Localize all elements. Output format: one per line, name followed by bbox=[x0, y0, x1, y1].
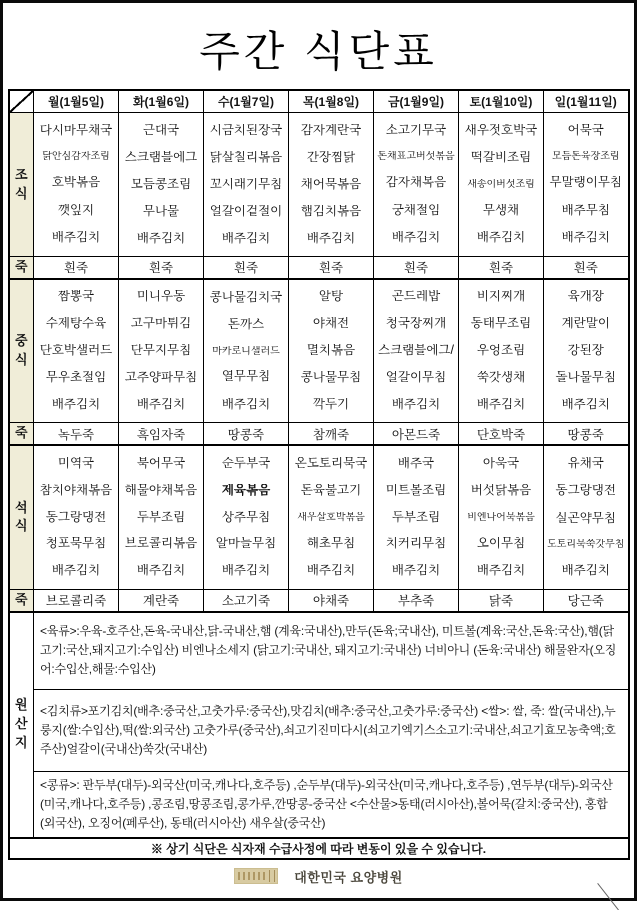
porridge-wed: 소고기죽 bbox=[204, 589, 289, 611]
menu-item: 열무무침 bbox=[221, 370, 271, 384]
porridge-mon: 흰죽 bbox=[34, 257, 119, 279]
porridge-tue: 흰죽 bbox=[119, 257, 204, 279]
page-title: 주간 식단표 bbox=[199, 28, 438, 75]
menu-item: 두부조림 bbox=[136, 510, 186, 524]
porridge-sun: 땅콩죽 bbox=[544, 423, 629, 445]
menu-item: 궁채절임 bbox=[391, 203, 441, 217]
lunch-thu bbox=[289, 279, 374, 423]
menu-item: 청포묵무침 bbox=[45, 537, 107, 551]
dinner-thu bbox=[289, 445, 374, 589]
menu-item: 깍두기 bbox=[312, 397, 350, 411]
menu-item: 단호박샐러드 bbox=[39, 344, 113, 358]
menu-item: 스크램블에그 bbox=[124, 150, 198, 164]
menu-item: 모듬콩조림 bbox=[130, 177, 192, 191]
menu-item: 미니우동 bbox=[136, 290, 186, 304]
menu-item: 깻잎지 bbox=[57, 203, 95, 217]
row-label-porridge: 죽 bbox=[9, 589, 34, 611]
hospital-name: 대한민국 요양병원 bbox=[294, 869, 403, 885]
menu-item: 무나물 bbox=[142, 204, 180, 218]
menu-item: 미트볼조림 bbox=[385, 483, 447, 497]
porridge-sat: 단호박죽 bbox=[459, 423, 544, 445]
dinner-sun bbox=[544, 445, 629, 589]
menu-item: 스크램블에그/ bbox=[378, 344, 454, 358]
menu-item: 북어무국 bbox=[136, 456, 186, 470]
menu-item: 알마늘무침 bbox=[215, 537, 277, 551]
corner-diagonal-cell bbox=[9, 90, 34, 113]
menu-item: 계란말이 bbox=[561, 317, 610, 331]
menu-item: 배추김치 bbox=[476, 397, 526, 411]
menu-item: 돌나물무침 bbox=[555, 371, 616, 385]
porridge-sun: 당근죽 bbox=[544, 589, 629, 611]
menu-item: 해물야채복음 bbox=[124, 483, 198, 497]
day-header-fri: 금(1월9일) bbox=[374, 90, 459, 113]
porridge-tue: 계란죽 bbox=[119, 589, 204, 611]
menu-item: 해초무침 bbox=[306, 536, 356, 550]
menu-item: 배추김치 bbox=[391, 564, 441, 578]
menu-item: 무우초절임 bbox=[45, 371, 107, 385]
menu-item: 수제탕수육 bbox=[45, 317, 107, 331]
menu-item: 배추김치 bbox=[221, 564, 271, 578]
menu-item: 배추김치 bbox=[221, 231, 271, 245]
menu-item: 배추김치 bbox=[221, 397, 271, 411]
menu-item: 온도토리묵국 bbox=[294, 457, 368, 471]
menu-item: 단무지무침 bbox=[130, 344, 192, 358]
menu-item: 도토리묵쑥갓무침 bbox=[547, 539, 625, 551]
menu-item: 배추김치 bbox=[476, 231, 526, 245]
menu-item: 근대국 bbox=[142, 123, 180, 137]
menu-item: 어묵국 bbox=[567, 123, 604, 137]
menu-item: 돈육불고기 bbox=[300, 484, 362, 498]
day-header-thu: 목(1월8일) bbox=[289, 90, 374, 113]
origin-row-beans bbox=[9, 772, 629, 838]
weekly-menu-table bbox=[8, 89, 630, 860]
porridge-thu: 야채죽 bbox=[289, 589, 374, 611]
row-label-porridge: 죽 bbox=[9, 257, 34, 279]
menu-item: 감자계란국 bbox=[300, 123, 362, 137]
menu-item: 강된장 bbox=[567, 344, 604, 358]
note-row bbox=[9, 838, 629, 859]
porridge-thu: 흰죽 bbox=[289, 257, 374, 279]
porridge-row-dinner bbox=[9, 589, 629, 611]
menu-item: 채어묵볶음 bbox=[300, 177, 362, 191]
origin-row-meat bbox=[9, 612, 629, 690]
menu-item: 배추김치 bbox=[391, 231, 441, 245]
porridge-row-breakfast bbox=[9, 257, 629, 279]
porridge-fri: 아몬드죽 bbox=[374, 423, 459, 445]
menu-item: 배추김치 bbox=[136, 397, 186, 411]
menu-item: 새우젓호박국 bbox=[464, 123, 538, 137]
day-header-tue: 화(1월6일) bbox=[119, 90, 204, 113]
porridge-row-lunch bbox=[9, 423, 629, 445]
menu-item: 새송이버섯조림 bbox=[467, 178, 535, 190]
menu-item: 배추김치 bbox=[561, 231, 610, 245]
menu-item: 브로콜리볶음 bbox=[124, 537, 198, 551]
lunch-sun bbox=[544, 279, 629, 423]
dinner-sat bbox=[459, 445, 544, 589]
menu-item: 미역국 bbox=[57, 456, 95, 470]
origin-meat-text: <육류>:우육-호주산,돈육-국내산,닭-국내산,햄 (계육:국내산),만두(돈육;국내산), 미트볼(계육:국산,돈육:국산),햄(닭고기:국산,돼지고기:수입산) 비엔나소세지 (닭고기:국내산, 돼지고기:국내산) 너비아니 (돈육:국내산) 해물완자(오징어:수입산,해물:수입산) bbox=[34, 612, 629, 690]
menu-item: 육개장 bbox=[567, 290, 604, 304]
dinner-tue bbox=[119, 445, 204, 589]
breakfast-mon bbox=[34, 113, 119, 257]
menu-item: 순두부국 bbox=[221, 456, 271, 470]
menu-item: 동그랑댕전 bbox=[45, 510, 107, 524]
breakfast-row bbox=[9, 113, 629, 257]
lunch-sat bbox=[459, 279, 544, 423]
menu-item: 배추김치 bbox=[391, 397, 441, 411]
porridge-sat: 닭죽 bbox=[459, 589, 544, 611]
menu-item: 동태무조림 bbox=[470, 317, 532, 331]
menu-item: 고구마튀김 bbox=[130, 317, 192, 331]
breakfast-sun bbox=[544, 113, 629, 257]
menu-item: 다시마무채국 bbox=[39, 123, 113, 137]
menu-item: 배추김치 bbox=[136, 231, 186, 245]
porridge-mon: 브로콜리죽 bbox=[34, 589, 119, 611]
menu-item: 닭안심감자조림 bbox=[42, 151, 110, 163]
menu-item: 두부조림 bbox=[391, 510, 441, 524]
menu-item: 동그랑댕전 bbox=[555, 484, 616, 498]
menu-item: 배추김치 bbox=[306, 564, 356, 578]
breakfast-wed bbox=[204, 113, 289, 257]
menu-item: 닭살칠리볶음 bbox=[209, 150, 283, 164]
menu-item: 청국장찌개 bbox=[385, 317, 447, 331]
menu-item: 곤드레밥 bbox=[391, 290, 441, 304]
menu-item: 얼갈이겉절이 bbox=[209, 204, 283, 218]
porridge-wed: 땅콩죽 bbox=[204, 423, 289, 445]
dinner-row bbox=[9, 445, 629, 589]
porridge-tue: 흑임자죽 bbox=[119, 423, 204, 445]
menu-item: 제육볶음 bbox=[221, 483, 271, 497]
menu-item: 얼갈이무침 bbox=[385, 371, 447, 385]
porridge-mon: 녹두죽 bbox=[34, 423, 119, 445]
menu-item: 알탕 bbox=[318, 290, 344, 304]
dinner-wed bbox=[204, 445, 289, 589]
row-label-breakfast: 조식 bbox=[9, 113, 34, 257]
menu-item: 돈까스 bbox=[227, 318, 265, 332]
menu-item: 참치야채볶음 bbox=[39, 483, 113, 497]
menu-item: 비엔나어묵볶음 bbox=[467, 511, 535, 523]
hospital-logo bbox=[234, 868, 278, 884]
day-header-wed: 수(1월7일) bbox=[204, 90, 289, 113]
breakfast-sat bbox=[459, 113, 544, 257]
menu-item: 배추무침 bbox=[561, 203, 610, 217]
menu-item: 실곤약무침 bbox=[555, 511, 616, 525]
menu-item: 모듬돈육장조림 bbox=[551, 151, 620, 163]
lunch-mon bbox=[34, 279, 119, 423]
menu-change-note: ※ 상기 식단은 식자재 수급사정에 따라 변동이 있을 수 있습니다. bbox=[9, 838, 629, 859]
row-label-porridge: 죽 bbox=[9, 423, 34, 445]
menu-item: 배추김치 bbox=[476, 564, 526, 578]
row-label-dinner: 석식 bbox=[9, 445, 34, 589]
menu-item: 비지찌개 bbox=[476, 290, 526, 304]
origin-row-kimchi bbox=[9, 690, 629, 772]
menu-item: 야채전 bbox=[312, 317, 350, 331]
dinner-mon bbox=[34, 445, 119, 589]
row-label-lunch: 중식 bbox=[9, 279, 34, 423]
menu-item: 치커리무침 bbox=[385, 537, 447, 551]
porridge-wed: 흰죽 bbox=[204, 257, 289, 279]
porridge-sun: 흰죽 bbox=[544, 257, 629, 279]
menu-item: 배추김치 bbox=[561, 397, 610, 411]
menu-item: 오이무침 bbox=[476, 536, 526, 550]
corner-diagonal-mark bbox=[597, 883, 619, 910]
menu-item: 떡갈비조림 bbox=[470, 151, 532, 165]
menu-item: 새우살호박볶음 bbox=[297, 511, 365, 523]
menu-item: 호박볶음 bbox=[51, 176, 101, 190]
menu-item: 배추김치 bbox=[51, 564, 101, 578]
menu-item: 멸치볶음 bbox=[306, 344, 356, 358]
menu-item: 아욱국 bbox=[482, 457, 520, 471]
menu-item: 무생채 bbox=[482, 203, 520, 217]
menu-item: 쑥갓생채 bbox=[476, 371, 526, 385]
menu-item: 유채국 bbox=[567, 457, 604, 471]
menu-item: 콩나물무침 bbox=[300, 371, 362, 385]
porridge-thu: 참깨죽 bbox=[289, 423, 374, 445]
menu-item: 햄김치볶음 bbox=[300, 204, 362, 218]
menu-item: 소고기무국 bbox=[385, 123, 447, 137]
menu-item: 고추양파무침 bbox=[124, 371, 198, 385]
lunch-wed bbox=[204, 279, 289, 423]
row-label-origin: 원산지 bbox=[9, 612, 34, 838]
menu-item: 배추김치 bbox=[51, 397, 101, 411]
menu-item: 시금치된장국 bbox=[209, 123, 283, 137]
menu-item: 무말랭이무침 bbox=[549, 176, 622, 190]
lunch-tue bbox=[119, 279, 204, 423]
footer-brand-row bbox=[3, 867, 634, 886]
menu-item: 우엉조림 bbox=[476, 344, 526, 358]
menu-item: 마카로니샐러드 bbox=[212, 345, 280, 357]
menu-item: 감자채복음 bbox=[385, 176, 447, 190]
menu-item: 버섯닭볶음 bbox=[470, 484, 532, 498]
menu-item: 콩나물김치국 bbox=[209, 290, 283, 304]
lunch-fri bbox=[374, 279, 459, 423]
day-header-row bbox=[9, 90, 629, 113]
menu-item: 꼬시래기무침 bbox=[209, 177, 283, 191]
day-header-sun: 일(1월11일) bbox=[544, 90, 629, 113]
menu-item: 배추김치 bbox=[51, 231, 101, 245]
day-header-mon: 월(1월5일) bbox=[34, 90, 119, 113]
menu-item: 배추김치 bbox=[306, 231, 356, 245]
porridge-sat: 흰죽 bbox=[459, 257, 544, 279]
menu-item: 돈채표고버섯볶음 bbox=[377, 151, 455, 163]
breakfast-fri bbox=[374, 113, 459, 257]
menu-item: 배추국 bbox=[397, 456, 435, 470]
porridge-fri: 흰죽 bbox=[374, 257, 459, 279]
menu-item: 상추무침 bbox=[221, 510, 271, 524]
menu-item: 짬뽕국 bbox=[57, 290, 95, 304]
menu-item: 간장찜닭 bbox=[306, 150, 356, 164]
porridge-fri: 부추죽 bbox=[374, 589, 459, 611]
origin-beans-text: <콩류>: 판두부(대두)-외국산(미국,캐나다,호주등) ,순두부(대두)-외국산(미국,캐나다,호주등) ,연두부(대두)-외국산(미국,캐나다,호주등) ,콩조림,땅콩조림,콩가루,깐땅콩-중국산 <수산물>동태(러시아산),볼어묵(갈치:중국산), 홍합(외국산), 오징어(페루산), 동태(러시아산) 새우살(중국산) bbox=[34, 772, 629, 838]
breakfast-tue bbox=[119, 113, 204, 257]
dinner-fri bbox=[374, 445, 459, 589]
breakfast-thu bbox=[289, 113, 374, 257]
lunch-row bbox=[9, 279, 629, 423]
origin-kimchi-text: <김치류>포기김치(배추:중국산,고춧가루:중국산),맛김치(배추:중국산,고춧가루:중국산) <쌀>: 쌀, 죽: 쌀(국내산),누룽지(쌀:수입산),떡(쌀:외국산) 고춧가루(중국산),쇠고기진미다시(쇠고기엑기스소고기:국내산,쇠고기효모농축액;호주산)얼갈이(국내산)쑥갓(국내산) bbox=[34, 690, 629, 772]
menu-item: 배추김치 bbox=[561, 564, 610, 578]
day-header-sat: 토(1월10일) bbox=[459, 90, 544, 113]
menu-item: 배추김치 bbox=[136, 564, 186, 578]
